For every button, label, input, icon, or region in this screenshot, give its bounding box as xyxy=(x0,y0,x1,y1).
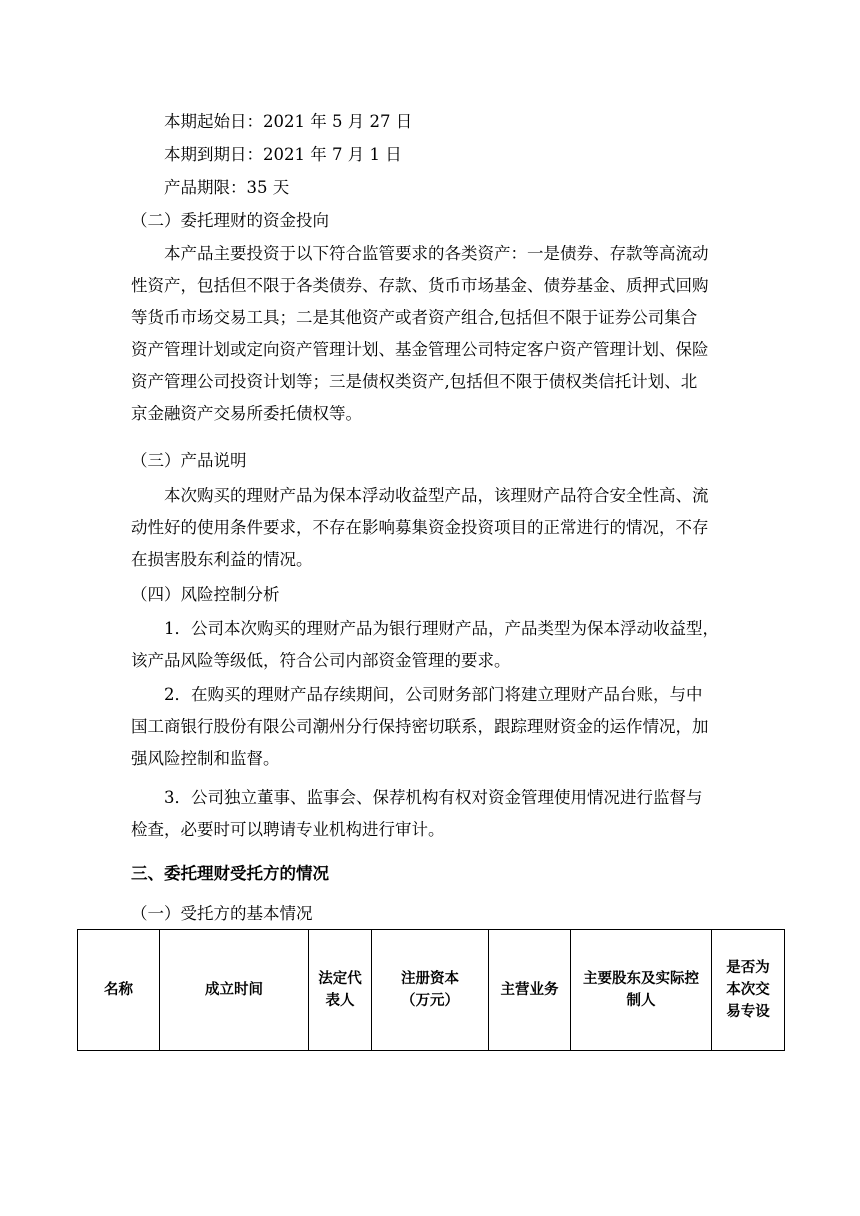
section-three-heading: 三、委托理财受托方的情况 xyxy=(131,864,329,883)
fund-direction-heading: （二）委托理财的资金投向 xyxy=(131,211,329,230)
paragraph-line: 检查，必要时可以聘请专业机构进行审计。 xyxy=(131,820,445,839)
paragraph-line: 国工商银行股份有限公司潮州分行保持密切联系，跟踪理财资金的运作情况，加 xyxy=(131,717,709,736)
risk-item-2 xyxy=(131,685,709,781)
paragraph-line: 2．在购买的理财产品存续期间，公司财务部门将建立理财产品台账，与中 xyxy=(164,685,703,704)
paragraph-line: 在损害股东利益的情况。 xyxy=(131,550,313,569)
term-line: 产品期限：35 天 xyxy=(164,178,290,197)
end-date-line: 本期到期日：2021 年 7 月 1 日 xyxy=(164,145,402,164)
table-header-row xyxy=(78,930,785,1051)
paragraph-line: 等货币市场交易工具；二是其他资产或者资产组合,包括但不限于证券公司集合 xyxy=(131,308,698,327)
paragraph-line: 强风险控制和监督。 xyxy=(131,749,280,768)
paragraph-line: 本次购买的理财产品为保本浮动收益型产品，该理财产品符合安全性高、流 xyxy=(164,486,709,505)
paragraph-line: 1．公司本次购买的理财产品为银行理财产品，产品类型为保本浮动收益型， xyxy=(164,619,719,638)
product-description-heading: （三）产品说明 xyxy=(131,451,247,470)
col-header-dedicated: 是否为 本次交 易专设 xyxy=(712,930,785,1051)
paragraph-line: 京金融资产交易所委托债权等。 xyxy=(131,404,362,423)
risk-item-3 xyxy=(131,788,703,852)
col-header-established: 成立时间 xyxy=(160,930,309,1051)
paragraph-line: 资产管理公司投资计划等；三是债权类资产,包括但不限于债权类信托计划、北 xyxy=(131,372,698,391)
product-description-paragraph xyxy=(131,486,709,582)
col-header-registered-capital: 注册资本 （万元） xyxy=(372,930,489,1051)
paragraph-line: 性资产，包括但不限于各类债券、存款、货币市场基金、债券基金、质押式回购 xyxy=(131,276,709,295)
risk-control-heading: （四）风险控制分析 xyxy=(131,585,280,604)
start-date-line: 本期起始日：2021 年 5 月 27 日 xyxy=(164,112,413,131)
paragraph-line: 本产品主要投资于以下符合监管要求的各类资产：一是债券、存款等高流动 xyxy=(164,244,709,263)
paragraph-line: 动性好的使用条件要求，不存在影响募集资金投资项目的正常进行的情况，不存 xyxy=(131,518,709,537)
col-header-shareholders: 主要股东及实际控 制人 xyxy=(571,930,712,1051)
paragraph-line: 资产管理计划或定向资产管理计划、基金管理公司特定客户资产管理计划、保险 xyxy=(131,340,709,359)
col-header-legal-rep: 法定代 表人 xyxy=(309,930,372,1051)
paragraph-line: 该产品风险等级低，符合公司内部资金管理的要求。 xyxy=(131,651,511,670)
trustee-basic-info-heading: （一）受托方的基本情况 xyxy=(131,904,313,923)
col-header-name: 名称 xyxy=(78,930,160,1051)
col-header-main-business: 主营业务 xyxy=(489,930,571,1051)
risk-item-1 xyxy=(131,619,719,683)
paragraph-line: 3．公司独立董事、监事会、保荐机构有权对资金管理使用情况进行监督与 xyxy=(164,788,703,807)
trustee-info-table xyxy=(77,929,785,1051)
fund-direction-paragraph xyxy=(131,244,709,436)
